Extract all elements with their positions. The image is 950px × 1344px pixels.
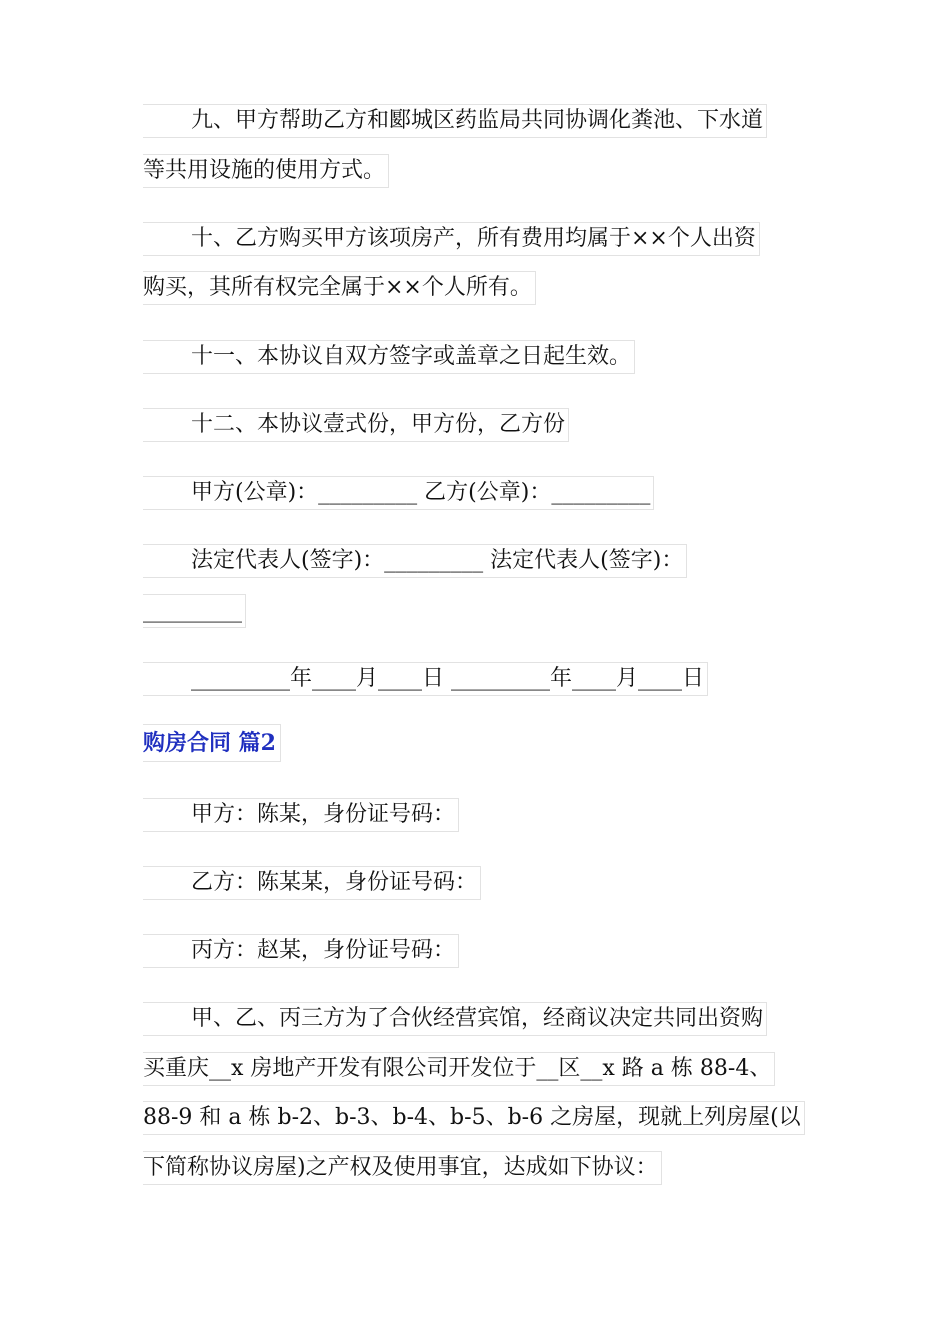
date-line: _________年____月____日 _________年____月____日 [143,662,708,696]
clause-9-line-2: 等共用设施的使用方式。 [143,154,389,188]
signature-representative-line-1: 法定代表人(签字)：_________ 法定代表人(签字)： [143,544,687,578]
intro-line-1: 甲、乙、丙三方为了合伙经营宾馆，经商议决定共同出资购 [143,1002,767,1036]
party-b-line: 乙方：陈某某，身份证号码： [143,866,481,900]
party-c-line: 丙方：赵某，身份证号码： [143,934,459,968]
clause-10-line-2: 购买，其所有权完全属于××个人所有。 [143,271,536,305]
intro-line-4: 下简称协议房屋)之产权及使用事宜，达成如下协议： [143,1151,662,1185]
clause-10-line-1: 十、乙方购买甲方该项房产，所有费用均属于××个人出资 [143,222,760,256]
section-heading: 购房合同 篇2 [143,724,281,762]
clause-12: 十二、本协议壹式份，甲方份，乙方份 [143,408,569,442]
signature-representative-line-2: _________ [143,594,246,628]
signature-seal-line: 甲方(公章)：_________ 乙方(公章)：_________ [143,476,654,510]
party-a-line: 甲方：陈某，身份证号码： [143,798,459,832]
intro-line-3: 88-9 和 a 栋 b-2、b-3、b-4、b-5、b-6 之房屋，现就上列房屋(以 [143,1101,805,1135]
clause-11: 十一、本协议自双方签字或盖章之日起生效。 [143,340,635,374]
intro-line-2: 买重庆__x 房地产开发有限公司开发位于__区__x 路 a 栋 88-4、 [143,1052,775,1086]
clause-9-line-1: 九、甲方帮助乙方和郾城区药监局共同协调化粪池、下水道 [143,104,767,138]
